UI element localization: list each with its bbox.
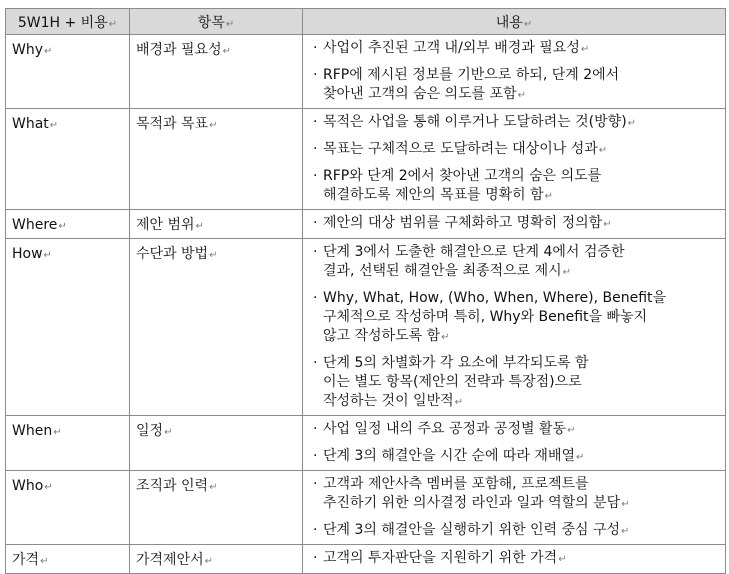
header-5w1h: 5W1H + 비용↵ — [6, 9, 130, 35]
bullet-line: 않고 작성하도록 함 — [323, 328, 441, 344]
bullet-dot-icon: · — [313, 114, 318, 130]
bullet-dot-icon: · — [313, 168, 318, 184]
row-item: 일정 — [136, 423, 164, 439]
row-item: 배경과 필요성 — [136, 42, 222, 58]
row-key: Who — [12, 478, 44, 494]
content-bullet — [309, 475, 719, 514]
table-row — [6, 471, 726, 545]
row-key-cell — [6, 210, 130, 239]
return-mark-icon: ↵ — [44, 482, 53, 493]
return-mark-icon: ↵ — [580, 44, 590, 55]
bullet-line: 고객과 제안사측 멤버를 포함해, 프로젝트를 — [323, 476, 589, 492]
bullet-dot-icon: · — [313, 290, 318, 306]
row-key-cell — [6, 109, 130, 210]
return-mark-icon: ↵ — [58, 221, 67, 232]
row-key-cell — [6, 416, 130, 471]
return-mark-icon: ↵ — [454, 397, 464, 408]
return-mark-icon: ↵ — [53, 427, 62, 438]
return-mark-icon: ↵ — [567, 425, 576, 436]
header-content-label: 내용 — [495, 14, 523, 31]
bullet-line: 결과, 선택된 해결안을 최종적으로 제시 — [323, 263, 562, 279]
return-mark-icon: ↵ — [49, 120, 59, 131]
row-content-cell — [303, 416, 726, 471]
content-bullet — [309, 66, 719, 105]
content-bullet — [309, 214, 719, 234]
row-key: How — [12, 246, 43, 262]
row-key-cell — [6, 471, 130, 545]
5w1h-table — [5, 8, 726, 574]
bullet-line: Why, What, How, (Who, When, Where), Benefit을 — [323, 290, 667, 306]
return-mark-icon: ↵ — [44, 46, 53, 57]
row-key-cell — [6, 545, 130, 574]
row-content-cell — [303, 471, 726, 545]
bullet-dot-icon: · — [313, 550, 318, 566]
table-row — [6, 416, 726, 471]
bullet-line: 단계 3의 해결안을 실행하기 위한 인력 중심 구성 — [323, 522, 621, 538]
return-mark-icon: ↵ — [209, 120, 218, 131]
return-mark-icon: ↵ — [209, 250, 218, 261]
row-item: 조직과 인력 — [136, 478, 209, 494]
header-item: 항목↵ — [130, 9, 303, 35]
bullet-dot-icon: · — [313, 215, 318, 231]
table-row — [6, 109, 726, 210]
return-mark-icon: ↵ — [576, 452, 585, 463]
row-item-cell — [130, 416, 303, 471]
row-item: 가격제안서 — [136, 552, 204, 568]
return-mark-icon: ↵ — [209, 482, 218, 493]
bullet-line: 고객의 투자판단을 지원하기 위한 가격 — [323, 550, 558, 566]
header-5w1h-label: 5W1H + 비용 — [17, 14, 108, 31]
table-body — [6, 35, 726, 574]
row-key: What — [12, 116, 49, 132]
content-bullet — [309, 39, 719, 59]
bullet-line: 작성하는 것이 일반적 — [323, 393, 454, 409]
header-item-label: 항목 — [197, 14, 225, 31]
bullet-line: 찾아낸 고객의 숨은 의도를 포함 — [323, 86, 517, 102]
content-bullet — [309, 243, 719, 282]
bullet-dot-icon: · — [313, 141, 318, 157]
bullet-line: RFP에 제시된 정보를 기반으로 하되, 단계 2에서 — [323, 67, 620, 83]
row-item: 목적과 목표 — [136, 116, 209, 132]
header-row — [6, 9, 726, 35]
row-item-cell — [130, 471, 303, 545]
content-bullet — [309, 549, 719, 569]
table-row — [6, 239, 726, 416]
table-row — [6, 545, 726, 574]
content-bullet — [309, 354, 719, 412]
bullet-dot-icon: · — [313, 40, 318, 56]
return-mark-icon: ↵ — [43, 250, 52, 261]
row-key: Where — [12, 217, 58, 233]
bullet-line: 단계 3의 해결안을 시간 순에 따라 재배열 — [323, 448, 575, 464]
bullet-line: 목표는 구체적으로 도달하려는 대상이나 성과 — [323, 141, 598, 157]
bullet-line: 단계 5의 차별화가 각 요소에 부각되도록 함 — [323, 355, 589, 371]
row-content-cell — [303, 239, 726, 416]
row-key-cell — [6, 239, 130, 416]
bullet-dot-icon: · — [313, 476, 318, 492]
table-row — [6, 210, 726, 239]
return-mark-icon: ↵ — [627, 118, 637, 129]
bullet-dot-icon: · — [313, 522, 318, 538]
row-content-cell — [303, 545, 726, 574]
bullet-dot-icon: · — [313, 448, 318, 464]
bullet-line: 목적은 사업을 통해 이루거나 도달하려는 것(방향) — [323, 114, 627, 130]
row-key: When — [12, 423, 53, 439]
return-mark-icon: ↵ — [598, 145, 608, 156]
return-mark-icon: ↵ — [621, 499, 630, 510]
return-mark-icon: ↵ — [517, 90, 527, 101]
bullet-line: 단계 3에서 도출한 해결안으로 단계 4에서 검증한 — [323, 244, 625, 260]
row-item-cell — [130, 35, 303, 109]
row-content-cell — [303, 210, 726, 239]
return-mark-icon: ↵ — [603, 219, 612, 230]
bullet-line: 사업이 추진된 고객 내/외부 배경과 필요성 — [323, 40, 580, 56]
return-mark-icon: ↵ — [558, 554, 567, 565]
return-mark-icon: ↵ — [40, 556, 49, 567]
row-key: Why — [12, 42, 44, 58]
row-content-cell — [303, 109, 726, 210]
row-item: 수단과 방법 — [136, 246, 209, 262]
return-mark-icon: ↵ — [441, 332, 450, 343]
bullet-dot-icon: · — [313, 355, 318, 371]
content-bullet — [309, 140, 719, 160]
bullet-dot-icon: · — [313, 67, 318, 83]
bullet-dot-icon: · — [313, 244, 318, 260]
content-bullet — [309, 521, 719, 541]
bullet-line: 추진하기 위한 의사결정 라인과 일과 역할의 분담 — [323, 495, 621, 511]
row-item-cell — [130, 109, 303, 210]
content-bullet — [309, 113, 719, 133]
content-bullet — [309, 167, 719, 206]
row-item: 제안 범위 — [136, 217, 195, 233]
content-bullet — [309, 289, 719, 347]
row-content-cell — [303, 35, 726, 109]
return-mark-icon: ↵ — [204, 556, 214, 567]
return-mark-icon: ↵ — [164, 427, 173, 438]
row-key-cell — [6, 35, 130, 109]
bullet-line: 이는 별도 항목(제안의 전략과 특장점)으로 — [323, 374, 582, 390]
return-mark-icon: ↵ — [562, 267, 572, 278]
return-mark-icon: ↵ — [222, 46, 231, 57]
row-item-cell — [130, 210, 303, 239]
bullet-line: 사업 일정 내의 주요 공정과 공정별 활동 — [323, 421, 567, 437]
header-content: 내용↵ — [303, 9, 726, 35]
row-item-cell — [130, 239, 303, 416]
bullet-line: 제안의 대상 범위를 구체화하고 명확히 정의함 — [323, 215, 603, 231]
row-item-cell — [130, 545, 303, 574]
content-bullet — [309, 420, 719, 440]
return-mark-icon: ↵ — [544, 191, 554, 202]
bullet-line: 해결하도록 제안의 목표를 명확히 함 — [323, 187, 544, 203]
bullet-line: 구체적으로 작성하며 특히, Why와 Benefit을 빠놓지 — [323, 309, 648, 325]
return-mark-icon: ↵ — [621, 526, 630, 537]
bullet-dot-icon: · — [313, 421, 318, 437]
table-row — [6, 35, 726, 109]
content-bullet — [309, 447, 719, 467]
bullet-line: RFP와 단계 2에서 찾아낸 고객의 숨은 의도를 — [323, 168, 602, 184]
row-key: 가격 — [12, 552, 40, 568]
return-mark-icon: ↵ — [195, 221, 204, 232]
